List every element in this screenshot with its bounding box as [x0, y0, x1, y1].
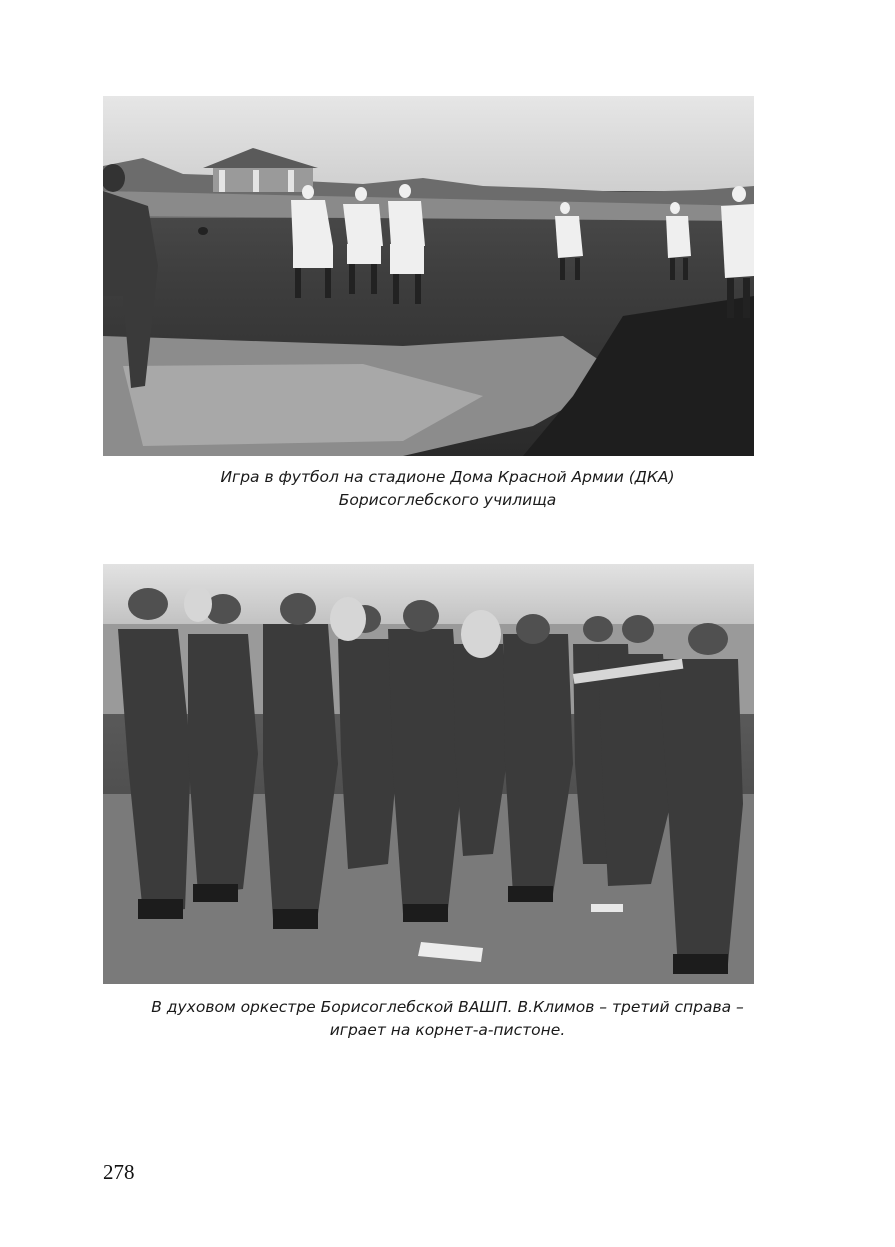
caption-line: играет на корнет-а-пистоне. — [329, 1021, 566, 1039]
football-photo-image — [103, 96, 754, 456]
caption-line: Игра в футбол на стадионе Дома Красной Армии (ДКА) — [220, 468, 675, 486]
caption-line: В духовом оркестре Борисоглебской ВАШП. В.Климов – третий справа – — [151, 998, 744, 1016]
page-number: 278 — [103, 1160, 135, 1184]
caption-line: Борисоглебского училища — [338, 491, 557, 509]
brass-band-photo — [103, 564, 754, 984]
brass-band-photo-image — [103, 564, 754, 984]
football-photo-caption — [60, 466, 835, 512]
football-match-photo — [103, 96, 754, 456]
brass-band-photo-caption — [60, 996, 835, 1042]
